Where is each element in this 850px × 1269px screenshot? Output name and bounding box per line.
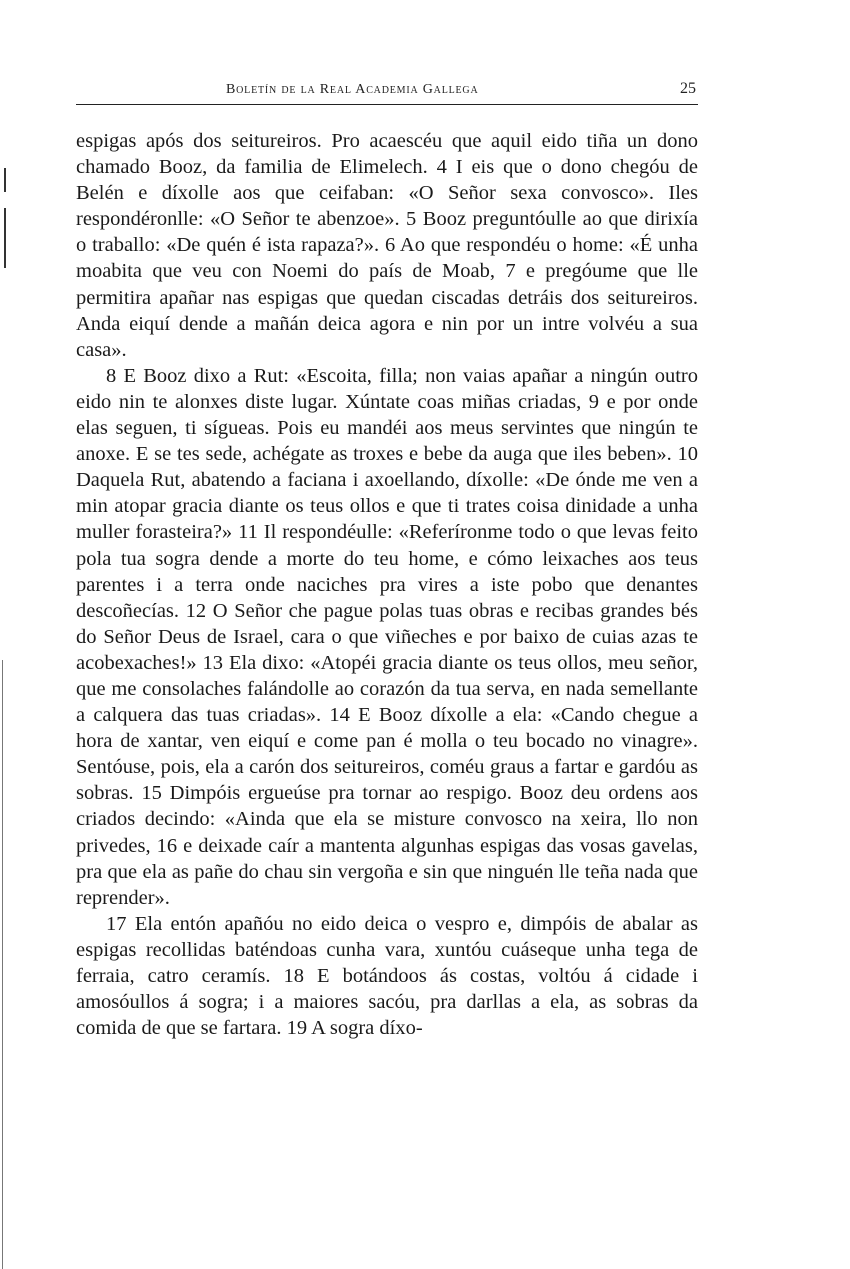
binding-mark xyxy=(4,168,6,192)
page-edge-shadow xyxy=(2,660,3,1269)
running-head: Boletín de la Real Academia Gallega xyxy=(226,82,479,97)
page-header xyxy=(76,78,698,105)
binding-mark xyxy=(4,208,6,268)
paragraph: espigas após dos seitureiros. Pro acaescéu que aquil eido tiña un dono chamado Booz, da familia de Elimelech. 4 I eis que o dono chegóu de Belén e díxolle aos que ceifaban: «O Señor sexa convosco». Iles respondéronlle: «O Señor te abenzoe». 5 Booz preguntóulle ao que dirixía o traballo: «De quén é ista rapaza?». 6 Ao que respondéu o home: «É unha moabita que veu con Noemi do país de Moab, 7 e pregóume que lle permitira apañar nas espigas que quedan ciscadas detráis dos seitureiros. Anda eiquí dende a mañán deica agora e nin por un intre volvéu a sua casa». xyxy=(76,130,698,361)
page-number: 25 xyxy=(680,80,696,97)
paragraph: 8 E Booz dixo a Rut: «Escoita, filla; non vaias apañar a ningún outro eido nin te alonxes diste lugar. Xúntate coas miñas criadas, 9 e por onde elas seguen, ti sígueas. Pois eu mandéi aos meus servintes que ningún te anoxe. E se tes sede, achégate as troxes e bebe da auga que iles beben». 10 Daquela Rut, abatendo a faciana i axoellando, díxolle: «De ónde me ven a min atopar gracia diante os teus ollos e que ti trates coisa dinidade a unha muller forasteira?» 11 Il respondéulle: «Referíronme todo o que levas feito pola tua sogra dende a morte do teu home, e cómo leixaches aos teus parentes i a terra onde naciches pra vires a iste pobo que denantes descoñecías. 12 O Señor che pague polas tuas obras e recibas grandes bés do Señor Deus de Israel, cara o que viñeches e por baixo de cuias azas te acobexaches!» 13 Ela dixo: «Atopéi gracia diante os teus ollos, meu señor, que me consolaches falándolle ao corazón da tua serva, en nada semellante a calquera das tuas criadas». 14 E Booz díxolle a ela: «Cando chegue a hora de xantar, ven eiquí e come pan é molla o teu bocado no vinagre». Sentóuse, pois, ela a carón dos seitureiros, coméu graus a fartar e gardóu as sobras. 15 Dimpóis ergueúse pra tornar ao respigo. Booz deu ordens aos criados decindo: «Ainda que ela se misture convosco na xeira, llo non privedes, 16 e deixade caír a mantenta algunhas espigas das vosas gavelas, pra que ela as pañe do chau sin vergoña e sin que ninguén lle teña nada que reprender». xyxy=(76,364,698,909)
paragraph: 17 Ela entón apañóu no eido deica o vespro e, dimpóis de abalar as espigas recollidas baténdoas cunha vara, xuntóu cuáseque unha tega de ferraia, catro ceramís. 18 E botándoos ás costas, voltóu á cidade i amosóullos á sogra; i a maiores sacóu, pra darllas a ela, as sobras da comida de que se fartara. 19 A sogra díxo- xyxy=(76,912,698,1040)
body-text xyxy=(76,128,698,1041)
binding-edge xyxy=(4,0,10,1269)
